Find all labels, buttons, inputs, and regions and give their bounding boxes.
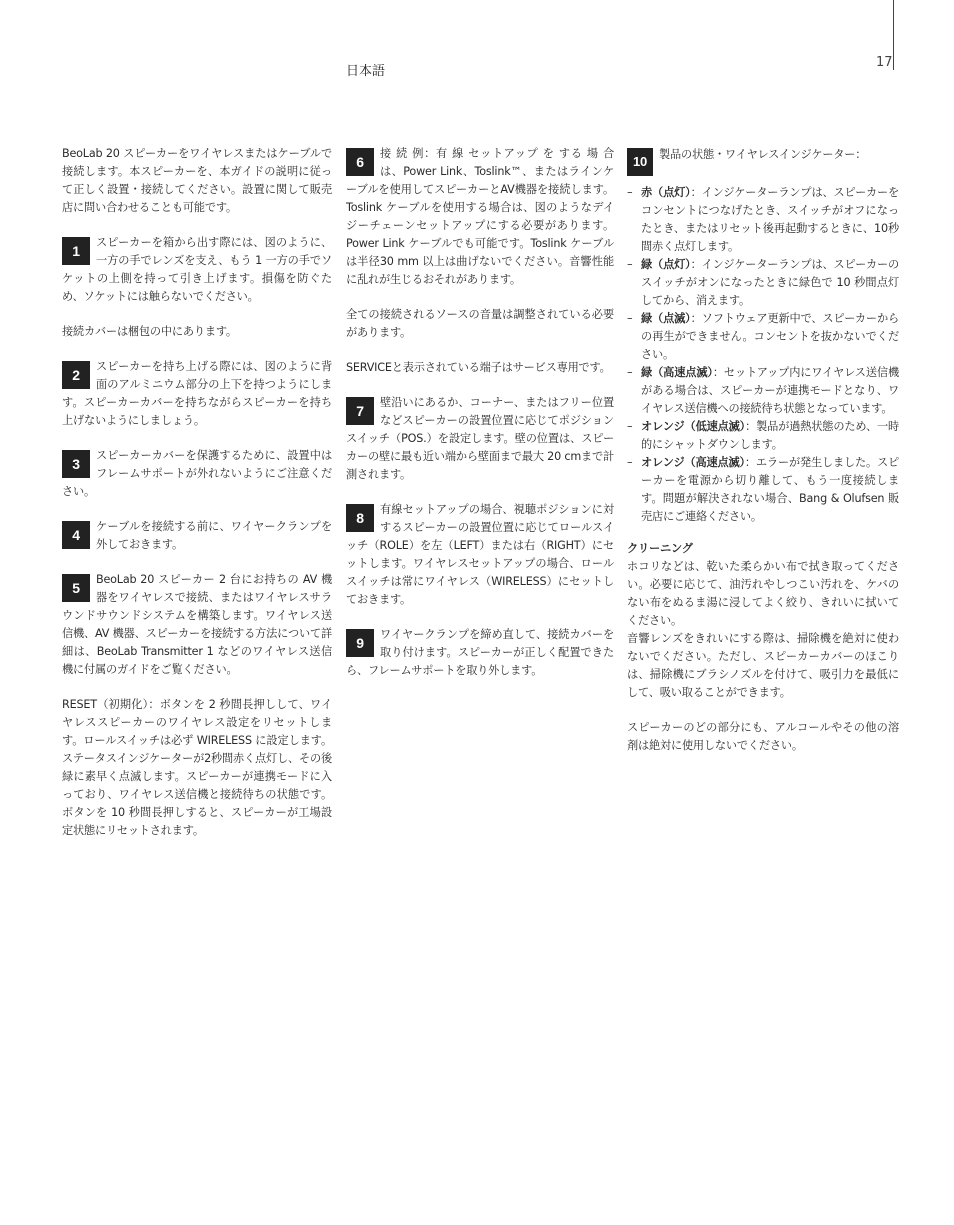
top-right-rule — [893, 0, 894, 70]
cleaning-paragraph-1: ホコリなどは、乾いた柔らかい布で拭き取ってください。必要に応じて、油汚れやしつこい汚れを、ケバのない布をぬるま湯に浸してよく絞り、きれいに拭いてください。 — [627, 560, 899, 627]
status-label: 緑（点灯） — [641, 258, 691, 271]
status-indicator-list — [627, 184, 899, 526]
step-text: スピーカーを箱から出す際には、図のように、一方の手でレンズを支え、もう 1 一方の手でソケットの上側を持って引き上げます。損傷を防ぐため、ソケットには触らないでください。 — [62, 236, 332, 303]
step-number-badge: 4 — [62, 521, 90, 549]
step-text: ケーブルを接続する前に、ワイヤークランプを外しておきます。 — [96, 520, 332, 551]
step-text: 製品の状態・ワイヤレスインジケーター： — [659, 148, 867, 161]
column-1 — [62, 145, 332, 857]
status-label: 緑（高速点滅） — [641, 366, 713, 379]
step-text: BeoLab 20 スピーカー 2 台にお持ちの AV 機器をワイヤレスで接続、またはワイヤレスサラウンドサウンドシステムを構築します。ワイヤレス送信機、AV 機器、スピーカーを接続する方法について詳細は、BeoLab Transmitter 1 などのワイヤレス送信機に付属のガイドをご覧ください。 — [62, 573, 332, 676]
step-2 — [62, 358, 332, 430]
step-1 — [62, 234, 332, 306]
cover-note: 接続カバーは梱包の中にあります。 — [62, 325, 237, 338]
step-text: 壁沿いにあるか、コーナー、またはフリー位置などスピーカーの設置位置に応じてポジションスイッチ（POS.）を設定します。壁の位置は、スピーカーの壁に最も近い端から壁面まで最大 20 cmまで計測されます。 — [346, 396, 614, 481]
step-text: ワイヤークランプを締め直して、接続カバーを取り付けます。スピーカーが正しく配置できたら、フレームサポートを取り外します。 — [346, 628, 614, 677]
step-text: スピーカーを持ち上げる際には、図のように背面のアルミニウム部分の上下を持つようにします。スピーカーカバーを持ちながらスピーカーを持ち上げないようにしましょう。 — [62, 360, 332, 427]
status-item — [627, 256, 899, 310]
column-2 — [346, 145, 614, 697]
cleaning-heading: クリーニング — [627, 542, 693, 555]
step-number-badge: 8 — [346, 504, 374, 532]
status-label: 赤（点灯） — [641, 186, 691, 199]
step-number-badge: 6 — [346, 148, 374, 176]
step-number-badge: 5 — [62, 574, 90, 602]
step-10 — [627, 145, 899, 178]
step-number-badge: 2 — [62, 361, 90, 389]
status-text: ：エラーが発生しました。スピーカーを電源から切り離して、もう一度接続します。問題が解決されない場合、Bang & Olufsen 販売店にご連絡ください。 — [641, 456, 900, 523]
status-label: オレンジ（高速点滅） — [641, 456, 745, 469]
step-6 — [346, 145, 614, 289]
status-item — [627, 364, 899, 418]
step-number-badge: 7 — [346, 397, 374, 425]
step-number-badge: 10 — [627, 148, 653, 176]
cleaning-paragraph-3: スピーカーのどの部分にも、アルコールやその他の溶剤は絶対に使用しないでください。 — [627, 721, 899, 752]
status-item — [627, 310, 899, 364]
step-4 — [62, 518, 332, 554]
step-8 — [346, 501, 614, 609]
step-7 — [346, 394, 614, 484]
status-text: ：ソフトウェア更新中で、スピーカーからの再生ができません。コンセントを抜かないでください。 — [641, 312, 899, 361]
status-item — [627, 418, 899, 454]
step-3 — [62, 447, 332, 501]
page-number: 17 — [876, 55, 893, 70]
status-item — [627, 454, 899, 526]
status-text: ：インジケーターランプは、スピーカーのスイッチがオンになったときに緑色で 10 秒間点灯してから、消えます。 — [641, 258, 899, 307]
service-note: SERVICEと表示されている端子はサービス専用です。 — [346, 361, 611, 374]
status-text: ：製品が過熱状態のため、一時的にシャットダウンします。 — [641, 420, 899, 451]
step-text: スピーカーカバーを保護するために、設置中はフレームサポートが外れないようにご注意ください。 — [62, 449, 332, 498]
status-text: ：セットアップ内にワイヤレス送信機がある場合は、スピーカーが連携モードとなり、ワイヤレス送信機への接続待ち状態となっています。 — [641, 366, 899, 415]
cleaning-paragraph-2: 音響レンズをきれいにする際は、掃除機を絶対に使わないでください。ただし、スピーカーカバーのほこりは、掃除機にブラシノズルを付けて、吸引力を最低にして、吸い取ることができます。 — [627, 632, 899, 699]
status-text: ：インジケーターランプは、スピーカーをコンセントにつなげたとき、スイッチがオフになったとき、またはリセット後再起動するときに、10秒間赤く点灯します。 — [641, 186, 899, 253]
volume-note: 全ての接続されるソースの音量は調整されている必要があります。 — [346, 308, 614, 339]
status-item — [627, 184, 899, 256]
status-label: オレンジ（低速点滅） — [641, 420, 746, 433]
status-label: 緑（点滅） — [641, 312, 691, 325]
language-heading: 日本語 — [346, 64, 386, 79]
step-number-badge: 1 — [62, 237, 90, 265]
step-number-badge: 3 — [62, 450, 90, 478]
column-3 — [627, 145, 899, 772]
intro-paragraph: BeoLab 20 スピーカーをワイヤレスまたはケーブルで接続します。本スピーカーを、本ガイドの説明に従って正しく設置・接続してください。設置に関して販売店に問い合わせることも可能です。 — [62, 147, 332, 214]
step-text: 有線セットアップの場合、視聴ポジションに対するスピーカーの設置位置に応じてロールスイッチ（ROLE）を左（LEFT）または右（RIGHT）にセットします。ワイヤレスセットアップの場合、ロールスイッチは常にワイヤレス（WIRELESS）にセットしておきます。 — [346, 503, 614, 606]
step-text: 接 続 例：有 線 セットアップ を する 場 合は、Power Link、Toslink™、またはラインケーブルを使用してスピーカーとAV機器を接続します。Toslink ケーブルを使用する場合は、図のようなデイジーチェーンセットアップにする必要があります。Power Link ケーブルでも可能です。Toslink ケーブルは半径30 mm 以上は曲げないでください。音響性能に乱れが生じるおそれがあります。 — [346, 147, 614, 286]
reset-paragraph: RESET（初期化）：ボタンを 2 秒間長押しして、ワイヤレススピーカーのワイヤレス設定をリセットします。ロールスイッチは必ず WIRELESS に設定します。ステータスインジケーターが2秒間赤く点灯し、その後緑に素早く点滅します。スピーカーが連携モードに入っており、ワイヤレス送信機と接続待ちの状態です。ボタンを 10 秒間長押しすると、スピーカーが工場設定状態にリセットされます。 — [62, 698, 332, 837]
step-9 — [346, 626, 614, 680]
step-5 — [62, 571, 332, 679]
step-number-badge: 9 — [346, 629, 374, 657]
